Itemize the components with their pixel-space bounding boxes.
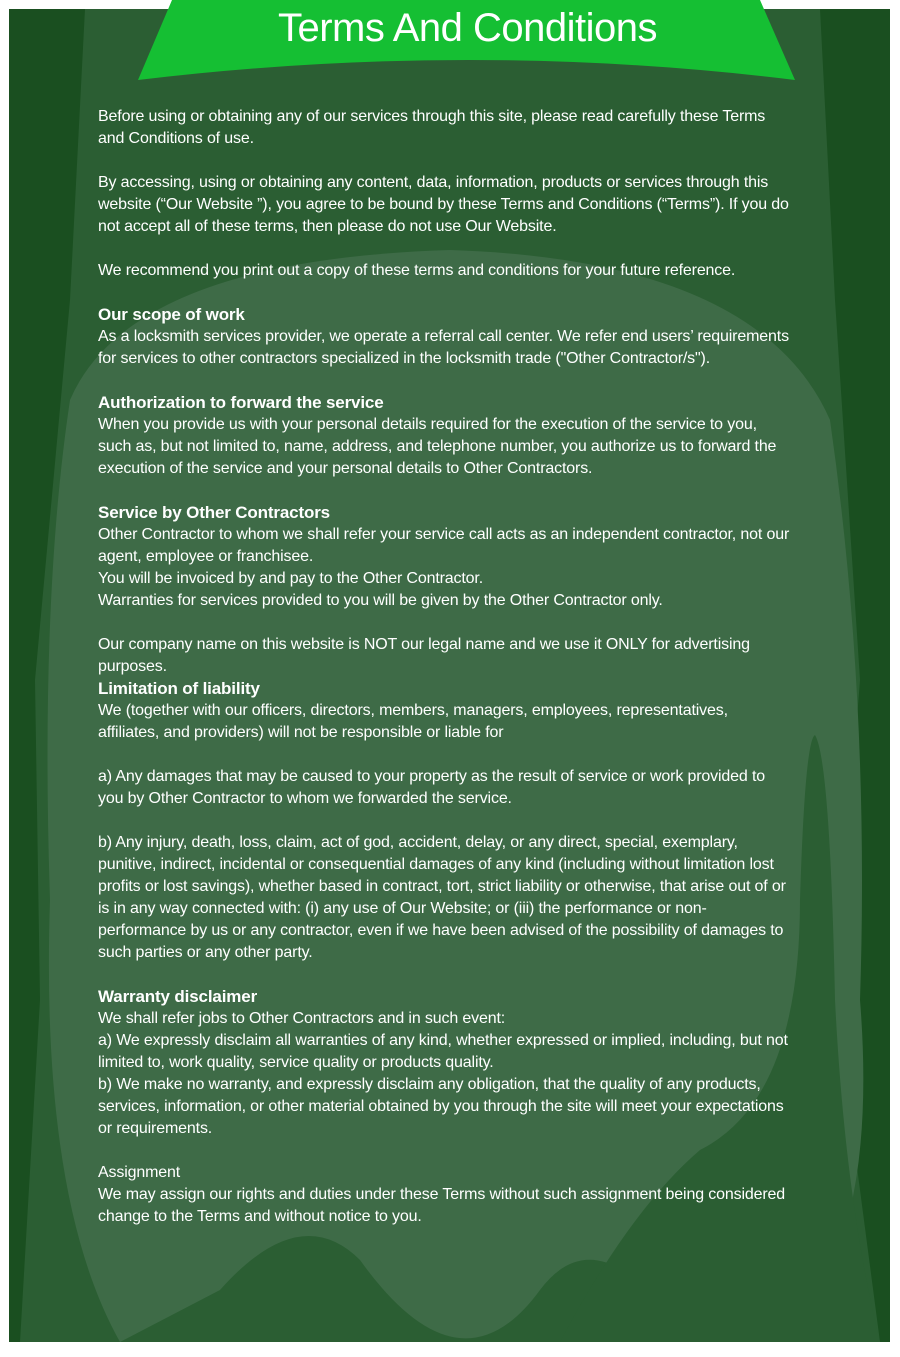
section-line: b) We make no warranty, and expressly disclaim any obligation, that the quality of any products, services, information, or other material obtained by you through the site will meet your expectations or requirements. xyxy=(98,1076,784,1137)
page-title: Terms And Conditions xyxy=(277,6,658,50)
section-body: We (together with our officers, directors, members, managers, employees, representatives, affiliates, and providers) will not be responsible or liable for xyxy=(98,702,728,741)
section-body: We may assign our rights and duties under these Terms without such assignment being considered change to the Terms and without notice to you. xyxy=(98,1186,786,1225)
intro-paragraph-3: We recommend you print out a copy of these terms and conditions for your future reference. xyxy=(98,262,736,279)
section-heading: Our scope of work xyxy=(98,305,245,324)
section-assignment xyxy=(98,1162,790,1228)
section-authorization xyxy=(98,392,790,480)
section-scope xyxy=(98,304,790,370)
section-heading: Limitation of liability xyxy=(98,679,260,698)
section-warranty xyxy=(98,986,790,1140)
section-body: When you provide us with your personal details required for the execution of the service to you, such as, but not limited to, name, address, and telephone number, you authorize us to forward the execution of the service and your personal details to Other Contractors. xyxy=(98,416,777,477)
section-liability xyxy=(98,678,790,744)
section-line: Warranties for services provided to you will be given by the Other Contractor only. xyxy=(98,592,663,609)
company-name-note: Our company name on this website is NOT our legal name and we use it ONLY for advertising purposes. xyxy=(98,636,750,675)
section-line: You will be invoiced by and pay to the Other Contractor. xyxy=(98,570,484,587)
section-line: Other Contractor to whom we shall refer your service call acts as an independent contractor, not our agent, employee or franchisee. xyxy=(98,526,790,565)
section-heading: Authorization to forward the service xyxy=(98,393,384,412)
intro-paragraph-2: By accessing, using or obtaining any content, data, information, products or services through this website (“Our Website ”), you agree to be bound by these Terms and Conditions (“Terms”). If you do not accept all of these terms, then please do not use Our Website. xyxy=(98,174,789,235)
liability-item-a: a) Any damages that may be caused to your property as the result of service or work provided to you by Other Contractor to whom we forwarded the service. xyxy=(98,768,765,807)
section-heading: Warranty disclaimer xyxy=(98,987,258,1006)
terms-content xyxy=(98,106,790,1250)
section-heading: Service by Other Contractors xyxy=(98,503,330,522)
section-service xyxy=(98,502,790,612)
section-heading: Assignment xyxy=(98,1164,181,1181)
intro-paragraph-1: Before using or obtaining any of our services through this site, please read carefully these Terms and Conditions of use. xyxy=(98,108,766,147)
section-line: We shall refer jobs to Other Contractors and in such event: xyxy=(98,1010,506,1027)
section-line: a) We expressly disclaim all warranties of any kind, whether expressed or implied, including, but not limited to, work quality, service quality or products quality. xyxy=(98,1032,788,1071)
section-body: As a locksmith services provider, we operate a referral call center. We refer end users’ requirements for services to other contractors specialized in the locksmith trade ("Other Contractor/s"). xyxy=(98,328,789,367)
liability-item-b: b) Any injury, death, loss, claim, act of god, accident, delay, or any direct, special, exemplary, punitive, indirect, incidental or consequential damages of any kind (including without limitation lost profits or lost savings), whether based in contract, tort, strict liability or otherwise, that arise out of or is in any way connected with: (i) any use of Our Website; or (iii) the performance or non-performance by us or any contractor, even if we have been advised of the possibility of damages to such parties or any other party. xyxy=(98,834,786,961)
